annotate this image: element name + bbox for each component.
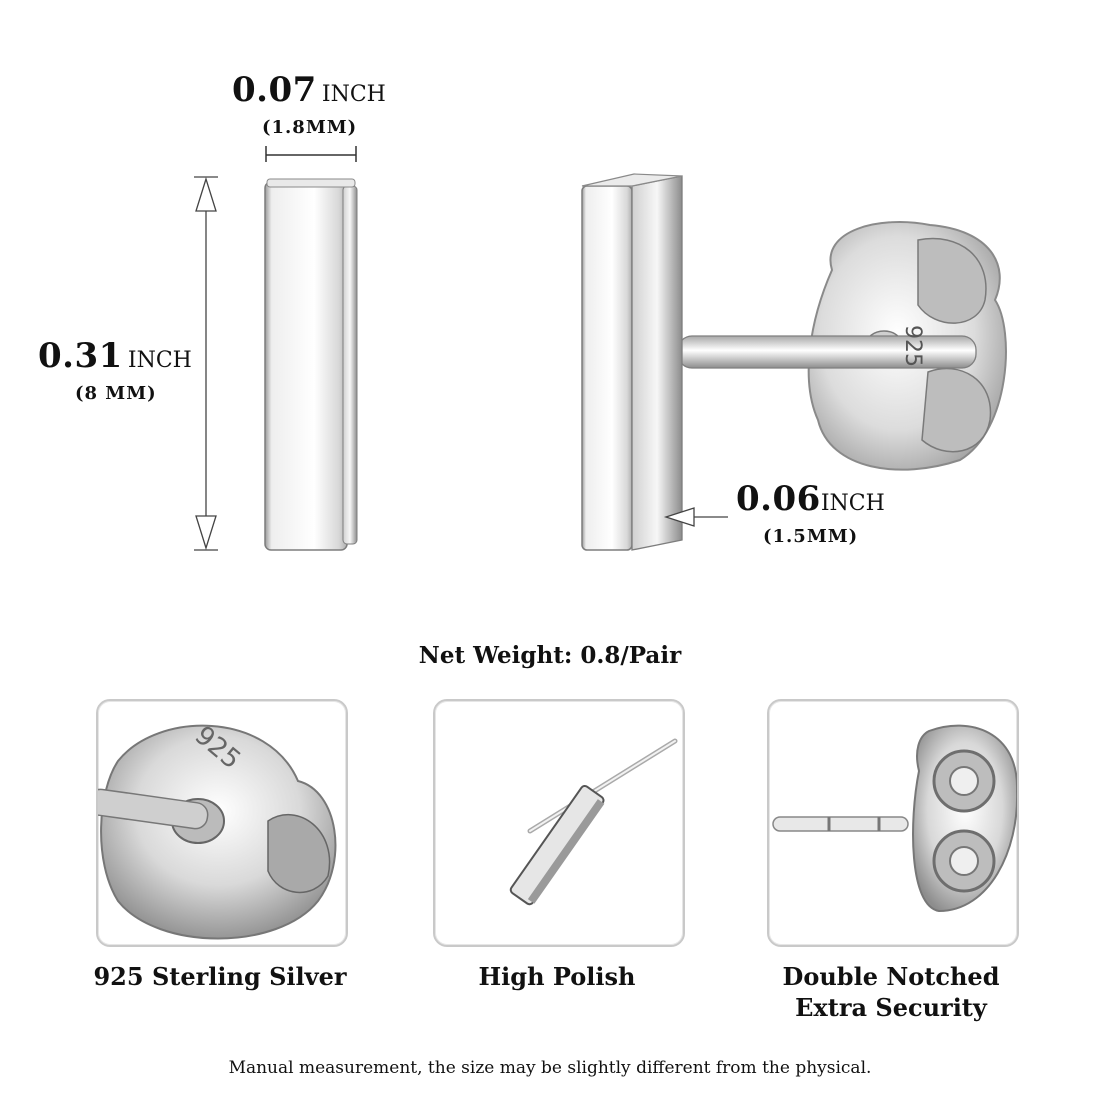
width-value: 0.07 [232, 70, 317, 110]
front-bar-earring [265, 179, 357, 550]
feature-label-double-notched-line1: Double Notched [782, 962, 1000, 991]
height-mm: (8 MM) [75, 383, 157, 404]
feature-label-extra-security: Extra Security [795, 993, 987, 1022]
feature-panel-high-polish [433, 699, 685, 947]
back-stamp-925: 925 [900, 325, 925, 367]
feature-panel-double-notched [767, 699, 1019, 947]
feature-label-double-notched [731, 961, 1051, 1023]
height-dimension-arrows [194, 177, 218, 550]
depth-mm: (1.5MM) [763, 526, 859, 547]
width-mm: (1.8MM) [262, 117, 358, 138]
notched-post-icon [769, 701, 1017, 945]
measurement-footnote: Manual measurement, the size may be slightly different from the physical. [228, 1058, 872, 1078]
feature-label-high-polish: High Polish [478, 962, 636, 991]
feature-label-sterling-silver: 925 Sterling Silver [93, 962, 347, 991]
height-unit: INCH [127, 348, 192, 373]
side-view-bar [582, 174, 682, 550]
bar-stud-icon [435, 701, 683, 945]
net-weight: Net Weight: 0.8/Pair [418, 642, 682, 669]
width-unit: INCH [321, 82, 386, 107]
width-dimension-line [266, 146, 356, 162]
earring-post [678, 336, 976, 368]
feature-panel-sterling-silver [96, 699, 348, 947]
butterfly-back-closeup-icon [98, 701, 346, 945]
depth-value: 0.06 [736, 479, 821, 519]
depth-unit: INCH [820, 491, 885, 516]
svg-text:925: 925 [188, 720, 247, 776]
height-value: 0.31 [38, 336, 123, 376]
